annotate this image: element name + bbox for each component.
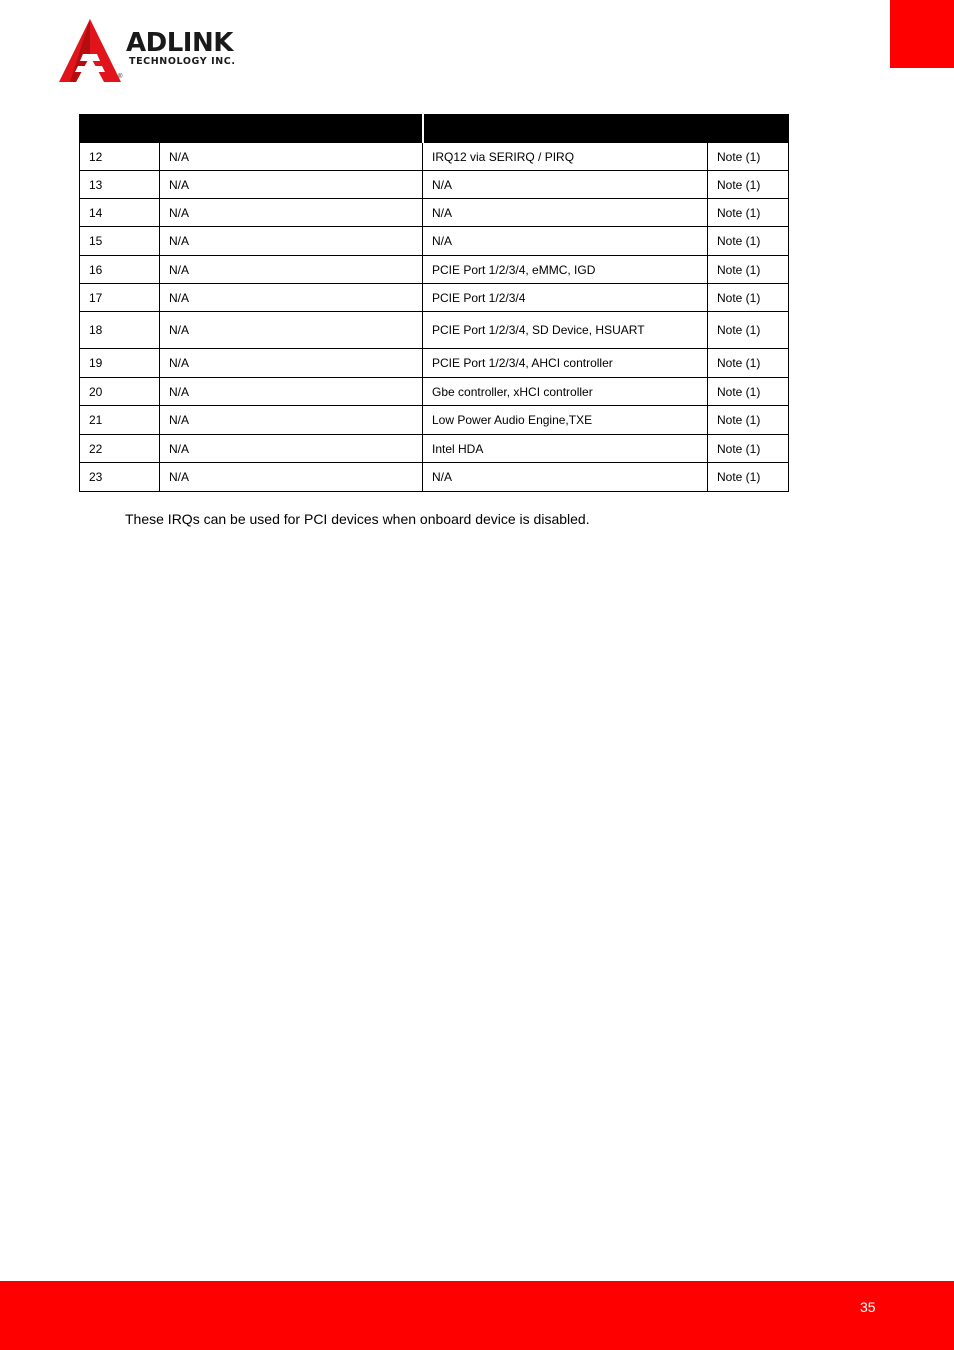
irq-cell: 15 <box>80 227 160 256</box>
note-cell: Note (1) <box>708 256 789 284</box>
table-row <box>80 143 789 171</box>
legacy-cell: N/A <box>160 143 423 171</box>
note-cell: Note (1) <box>708 435 789 463</box>
table-row <box>80 171 789 199</box>
device-cell: N/A <box>423 199 708 227</box>
table-row <box>80 256 789 284</box>
note-cell: Note (1) <box>708 227 789 256</box>
note-cell: Note (1) <box>708 199 789 227</box>
legacy-cell: N/A <box>160 406 423 435</box>
legacy-cell: N/A <box>160 256 423 284</box>
table-row <box>80 406 789 435</box>
device-cell: PCIE Port 1/2/3/4, eMMC, IGD <box>423 256 708 284</box>
legacy-cell: N/A <box>160 227 423 256</box>
legacy-cell: N/A <box>160 435 423 463</box>
irq-cell: 18 <box>80 312 160 349</box>
irq-cell: 21 <box>80 406 160 435</box>
device-cell: PCIE Port 1/2/3/4 <box>423 284 708 312</box>
table-row <box>80 227 789 256</box>
note-cell: Note (1) <box>708 171 789 199</box>
irq-cell: 13 <box>80 171 160 199</box>
page-number: 35 <box>860 1299 876 1315</box>
brand-tagline: TECHNOLOGY INC. <box>129 56 236 67</box>
footer-bar <box>0 1281 954 1350</box>
table-row <box>80 199 789 227</box>
note-cell: Note (1) <box>708 378 789 406</box>
brand-name: ADLINK <box>126 28 233 58</box>
header-cell-left <box>80 115 423 143</box>
device-cell: Intel HDA <box>423 435 708 463</box>
legacy-cell: N/A <box>160 463 423 492</box>
note-text: These IRQs can be used for PCI devices when onboard device is disabled. <box>125 511 590 527</box>
header-cell-right <box>423 115 789 143</box>
irq-table <box>79 114 789 492</box>
device-cell: Low Power Audio Engine,TXE <box>423 406 708 435</box>
table-header-row <box>80 115 789 143</box>
table-row <box>80 435 789 463</box>
table-row <box>80 349 789 378</box>
legacy-cell: N/A <box>160 171 423 199</box>
irq-cell: 23 <box>80 463 160 492</box>
legacy-cell: N/A <box>160 349 423 378</box>
device-cell: PCIE Port 1/2/3/4, AHCI controller <box>423 349 708 378</box>
table-row <box>80 312 789 349</box>
table-row <box>80 463 789 492</box>
table-row <box>80 378 789 406</box>
legacy-cell: N/A <box>160 312 423 349</box>
irq-cell: 22 <box>80 435 160 463</box>
note-cell: Note (1) <box>708 284 789 312</box>
note-cell: Note (1) <box>708 349 789 378</box>
irq-cell: 20 <box>80 378 160 406</box>
adlink-triangle-icon <box>56 16 124 84</box>
device-cell: IRQ12 via SERIRQ / PIRQ <box>423 143 708 171</box>
irq-cell: 19 <box>80 349 160 378</box>
registered-mark: ® <box>118 74 123 80</box>
device-cell: PCIE Port 1/2/3/4, SD Device, HSUART <box>423 312 708 349</box>
device-cell: Gbe controller, xHCI controller <box>423 378 708 406</box>
note-cell: Note (1) <box>708 143 789 171</box>
table-row <box>80 284 789 312</box>
legacy-cell: N/A <box>160 284 423 312</box>
irq-cell: 16 <box>80 256 160 284</box>
adlink-logo <box>56 16 276 88</box>
irq-cell: 12 <box>80 143 160 171</box>
note-cell: Note (1) <box>708 463 789 492</box>
legacy-cell: N/A <box>160 199 423 227</box>
note-cell: Note (1) <box>708 406 789 435</box>
irq-cell: 17 <box>80 284 160 312</box>
irq-cell: 14 <box>80 199 160 227</box>
chapter-tab <box>890 0 954 68</box>
device-cell: N/A <box>423 463 708 492</box>
device-cell: N/A <box>423 227 708 256</box>
note-cell: Note (1) <box>708 312 789 349</box>
device-cell: N/A <box>423 171 708 199</box>
legacy-cell: N/A <box>160 378 423 406</box>
